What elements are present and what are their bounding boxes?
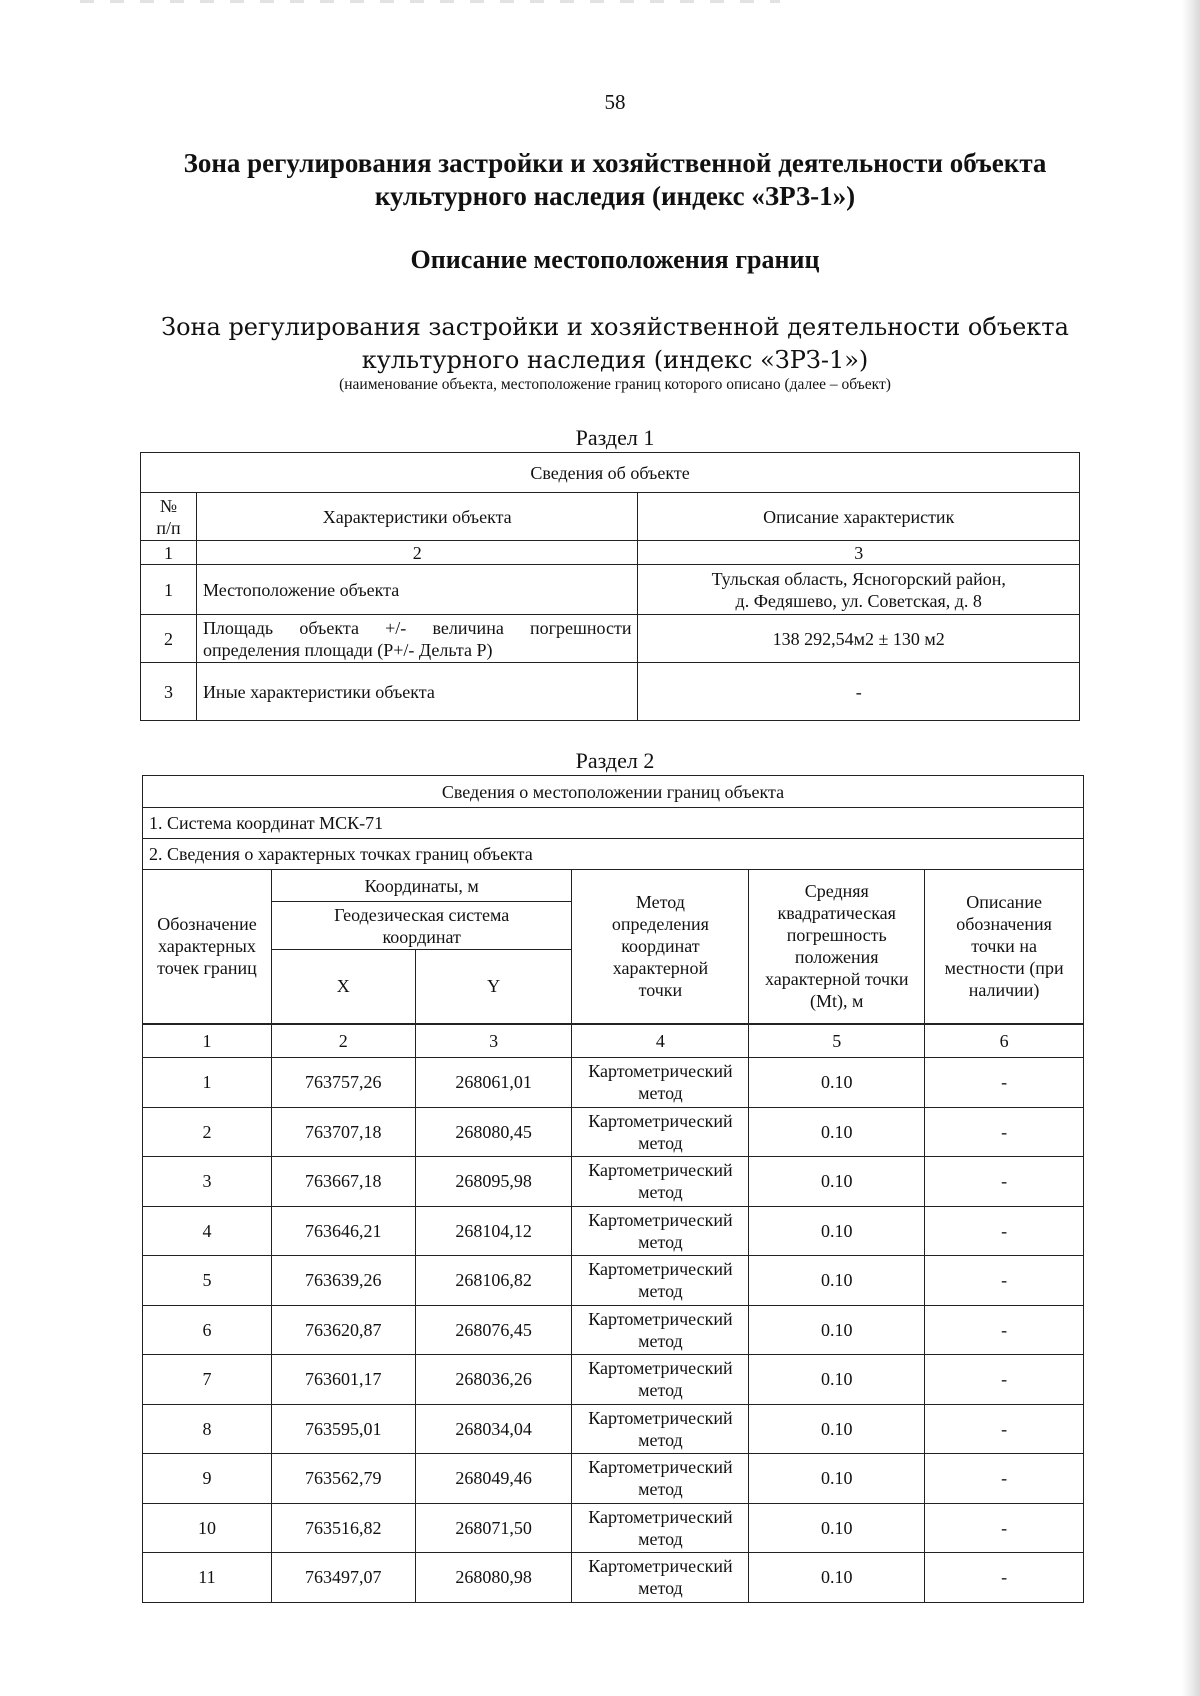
header-no-line: № — [159, 495, 178, 516]
object-name-line: Зона регулирования застройки и хозяйственной деятельности объекта — [161, 313, 1069, 341]
header-line: погрешность — [786, 925, 887, 946]
method-line: метод — [638, 1330, 683, 1351]
table-row — [143, 1553, 1084, 1603]
point-x: 763516,82 — [271, 1503, 415, 1553]
points-body — [143, 1058, 1084, 1603]
point-y: 268061,01 — [415, 1058, 572, 1108]
table-row — [143, 1157, 1084, 1207]
page-edge-shadow — [1182, 0, 1200, 1696]
header-line: местности (при — [944, 958, 1064, 979]
header-point-description — [925, 870, 1084, 1024]
header-line: (Mt), м — [810, 991, 864, 1012]
table-row — [143, 1256, 1084, 1306]
header-line: характерных — [158, 936, 256, 957]
column-number: 4 — [572, 1024, 749, 1058]
point-method — [572, 1355, 749, 1405]
header-line: Метод — [635, 892, 685, 913]
method-line: Картометрический — [588, 1110, 733, 1131]
method-line: метод — [638, 1479, 683, 1500]
point-id: 3 — [143, 1157, 272, 1207]
point-id: 10 — [143, 1503, 272, 1553]
method-line: Картометрический — [588, 1358, 733, 1379]
method-line: метод — [638, 1528, 683, 1549]
point-method — [572, 1256, 749, 1306]
point-error: 0.10 — [749, 1256, 925, 1306]
point-x: 763497,07 — [271, 1553, 415, 1603]
header-geodetic-system — [271, 902, 572, 950]
header-coordinates: Координаты, м — [271, 870, 572, 902]
method-line: Картометрический — [588, 1160, 733, 1181]
row-characteristic: Местоположение объекта — [196, 565, 638, 615]
table-title: Сведения о местоположении границ объекта — [143, 776, 1084, 808]
row-characteristic: Иные характеристики объекта — [196, 663, 638, 721]
point-error: 0.10 — [749, 1206, 925, 1256]
point-x: 763757,26 — [271, 1058, 415, 1108]
point-id: 4 — [143, 1206, 272, 1256]
point-y: 268080,98 — [415, 1553, 572, 1603]
point-error: 0.10 — [749, 1355, 925, 1405]
point-x: 763601,17 — [271, 1355, 415, 1405]
point-id: 7 — [143, 1355, 272, 1405]
header-y: Y — [415, 950, 572, 1024]
section2-title: Раздел 2 — [575, 748, 655, 773]
description-line: д. Федяшево, ул. Советская, д. 8 — [735, 590, 982, 611]
method-line: Картометрический — [588, 1457, 733, 1478]
point-description: - — [925, 1355, 1084, 1405]
point-y: 268106,82 — [415, 1256, 572, 1306]
method-line: метод — [638, 1429, 683, 1450]
point-id: 11 — [143, 1553, 272, 1603]
row-description: 138 292,54м2 ± 130 м2 — [638, 615, 1080, 663]
header-method — [572, 870, 749, 1024]
characteristic-line: Площадь объекта +/- величина погрешности — [202, 617, 632, 638]
object-info-table — [140, 452, 1080, 721]
header-line: точки — [638, 980, 683, 1001]
header-line: положения — [794, 947, 879, 968]
point-y: 268076,45 — [415, 1305, 572, 1355]
point-description: - — [925, 1305, 1084, 1355]
row-number: 1 — [141, 565, 197, 615]
point-y: 268049,46 — [415, 1454, 572, 1504]
header-error — [749, 870, 925, 1024]
point-description: - — [925, 1454, 1084, 1504]
header-line: Геодезическая система — [334, 904, 510, 925]
boundary-points-table — [142, 775, 1084, 1603]
point-x: 763646,21 — [271, 1206, 415, 1256]
point-id: 2 — [143, 1107, 272, 1157]
header-line: точек границ — [157, 958, 257, 979]
column-number: 2 — [271, 1024, 415, 1058]
table-row — [141, 565, 1080, 615]
title-line: культурного наследия (индекс «ЗРЗ-1») — [374, 181, 856, 211]
table-row — [141, 663, 1080, 721]
table-row — [141, 615, 1080, 663]
header-description: Описание характеристик — [638, 493, 1080, 541]
point-error: 0.10 — [749, 1503, 925, 1553]
point-x: 763595,01 — [271, 1404, 415, 1454]
point-description: - — [925, 1256, 1084, 1306]
header-line: квадратическая — [777, 903, 896, 924]
page-number: 58 — [604, 90, 626, 114]
header-line: наличии) — [968, 980, 1040, 1001]
point-x: 763620,87 — [271, 1305, 415, 1355]
point-method — [572, 1107, 749, 1157]
row-number: 3 — [141, 663, 197, 721]
point-method — [572, 1058, 749, 1108]
characteristic-line: определения площади (P+/- Дельта P) — [202, 639, 493, 660]
header-line: координат — [621, 936, 700, 957]
table-row — [143, 1355, 1084, 1405]
method-line: метод — [638, 1132, 683, 1153]
method-line: Картометрический — [588, 1308, 733, 1329]
point-method — [572, 1305, 749, 1355]
row-characteristic — [196, 615, 638, 663]
table-row — [143, 1503, 1084, 1553]
table-row — [143, 1107, 1084, 1157]
point-method — [572, 1206, 749, 1256]
object-caption: (наименование объекта, местоположение границ которого описано (далее – объект) — [339, 376, 891, 393]
point-x: 763707,18 — [271, 1107, 415, 1157]
point-error: 0.10 — [749, 1058, 925, 1108]
row-description: - — [638, 663, 1080, 721]
point-id: 6 — [143, 1305, 272, 1355]
table-row — [143, 1305, 1084, 1355]
point-id: 9 — [143, 1454, 272, 1504]
row-description — [638, 565, 1080, 615]
point-error: 0.10 — [749, 1157, 925, 1207]
point-error: 0.10 — [749, 1454, 925, 1504]
column-number: 2 — [196, 541, 638, 565]
point-y: 268080,45 — [415, 1107, 572, 1157]
method-line: Картометрический — [588, 1407, 733, 1428]
point-error: 0.10 — [749, 1305, 925, 1355]
table-row — [143, 1058, 1084, 1108]
point-description: - — [925, 1206, 1084, 1256]
method-line: метод — [638, 1231, 683, 1252]
column-number: 1 — [141, 541, 197, 565]
method-line: метод — [638, 1182, 683, 1203]
method-line: метод — [638, 1083, 683, 1104]
header-line: определения — [611, 914, 709, 935]
point-description: - — [925, 1107, 1084, 1157]
method-line: метод — [638, 1281, 683, 1302]
point-error: 0.10 — [749, 1553, 925, 1603]
object-name-line: культурного наследия (индекс «ЗРЗ-1») — [361, 346, 869, 374]
point-method — [572, 1404, 749, 1454]
coordinate-system: 1. Система координат МСК-71 — [143, 808, 1084, 839]
header-line: Средняя — [804, 881, 869, 902]
header-no-line: п/п — [156, 517, 181, 538]
header-designation — [143, 870, 272, 1024]
point-method — [572, 1157, 749, 1207]
method-line: метод — [638, 1380, 683, 1401]
header-line: точки на — [971, 936, 1037, 957]
method-line: Картометрический — [588, 1556, 733, 1577]
point-description: - — [925, 1058, 1084, 1108]
point-id: 8 — [143, 1404, 272, 1454]
method-line: Картометрический — [588, 1209, 733, 1230]
table-title: Сведения об объекте — [141, 453, 1080, 493]
header-line: характерной — [612, 958, 709, 979]
point-x: 763667,18 — [271, 1157, 415, 1207]
point-id: 1 — [143, 1058, 272, 1108]
table-row — [143, 1404, 1084, 1454]
point-y: 268095,98 — [415, 1157, 572, 1207]
header-line: Описание — [966, 892, 1042, 913]
point-description: - — [925, 1404, 1084, 1454]
point-description: - — [925, 1553, 1084, 1603]
table-row — [143, 1206, 1084, 1256]
method-line: Картометрический — [588, 1061, 733, 1082]
method-line: Картометрический — [588, 1259, 733, 1280]
column-number: 6 — [925, 1024, 1084, 1058]
document-title — [140, 147, 1090, 213]
title-line: Зона регулирования застройки и хозяйственной деятельности объекта — [183, 148, 1047, 178]
point-y: 268071,50 — [415, 1503, 572, 1553]
point-error: 0.10 — [749, 1404, 925, 1454]
point-y: 268104,12 — [415, 1206, 572, 1256]
point-x: 763639,26 — [271, 1256, 415, 1306]
column-number: 5 — [749, 1024, 925, 1058]
point-error: 0.10 — [749, 1107, 925, 1157]
point-description: - — [925, 1157, 1084, 1207]
table-row — [143, 1454, 1084, 1504]
point-y: 268036,26 — [415, 1355, 572, 1405]
row-number: 2 — [141, 615, 197, 663]
point-method — [572, 1503, 749, 1553]
column-number: 3 — [638, 541, 1080, 565]
method-line: Картометрический — [588, 1506, 733, 1527]
point-description: - — [925, 1503, 1084, 1553]
document-subtitle: Описание местоположения границ — [410, 245, 820, 274]
object-name — [140, 311, 1090, 377]
column-number: 3 — [415, 1024, 572, 1058]
header-line: обозначения — [956, 914, 1052, 935]
points-title: 2. Сведения о характерных точках границ объекта — [143, 839, 1084, 870]
method-line: метод — [638, 1578, 683, 1599]
header-line: характерной точки — [765, 969, 909, 990]
header-line: координат — [382, 926, 461, 947]
point-id: 5 — [143, 1256, 272, 1306]
column-number: 1 — [143, 1024, 272, 1058]
section1-title: Раздел 1 — [575, 425, 655, 450]
header-characteristics: Характеристики объекта — [196, 493, 638, 541]
description-line: Тульская область, Ясногорский район, — [711, 568, 1006, 589]
point-x: 763562,79 — [271, 1454, 415, 1504]
scan-artifact — [80, 0, 780, 3]
header-no — [141, 493, 197, 541]
header-line: Обозначение — [157, 914, 257, 935]
point-method — [572, 1553, 749, 1603]
point-y: 268034,04 — [415, 1404, 572, 1454]
point-method — [572, 1454, 749, 1504]
header-x: X — [271, 950, 415, 1024]
